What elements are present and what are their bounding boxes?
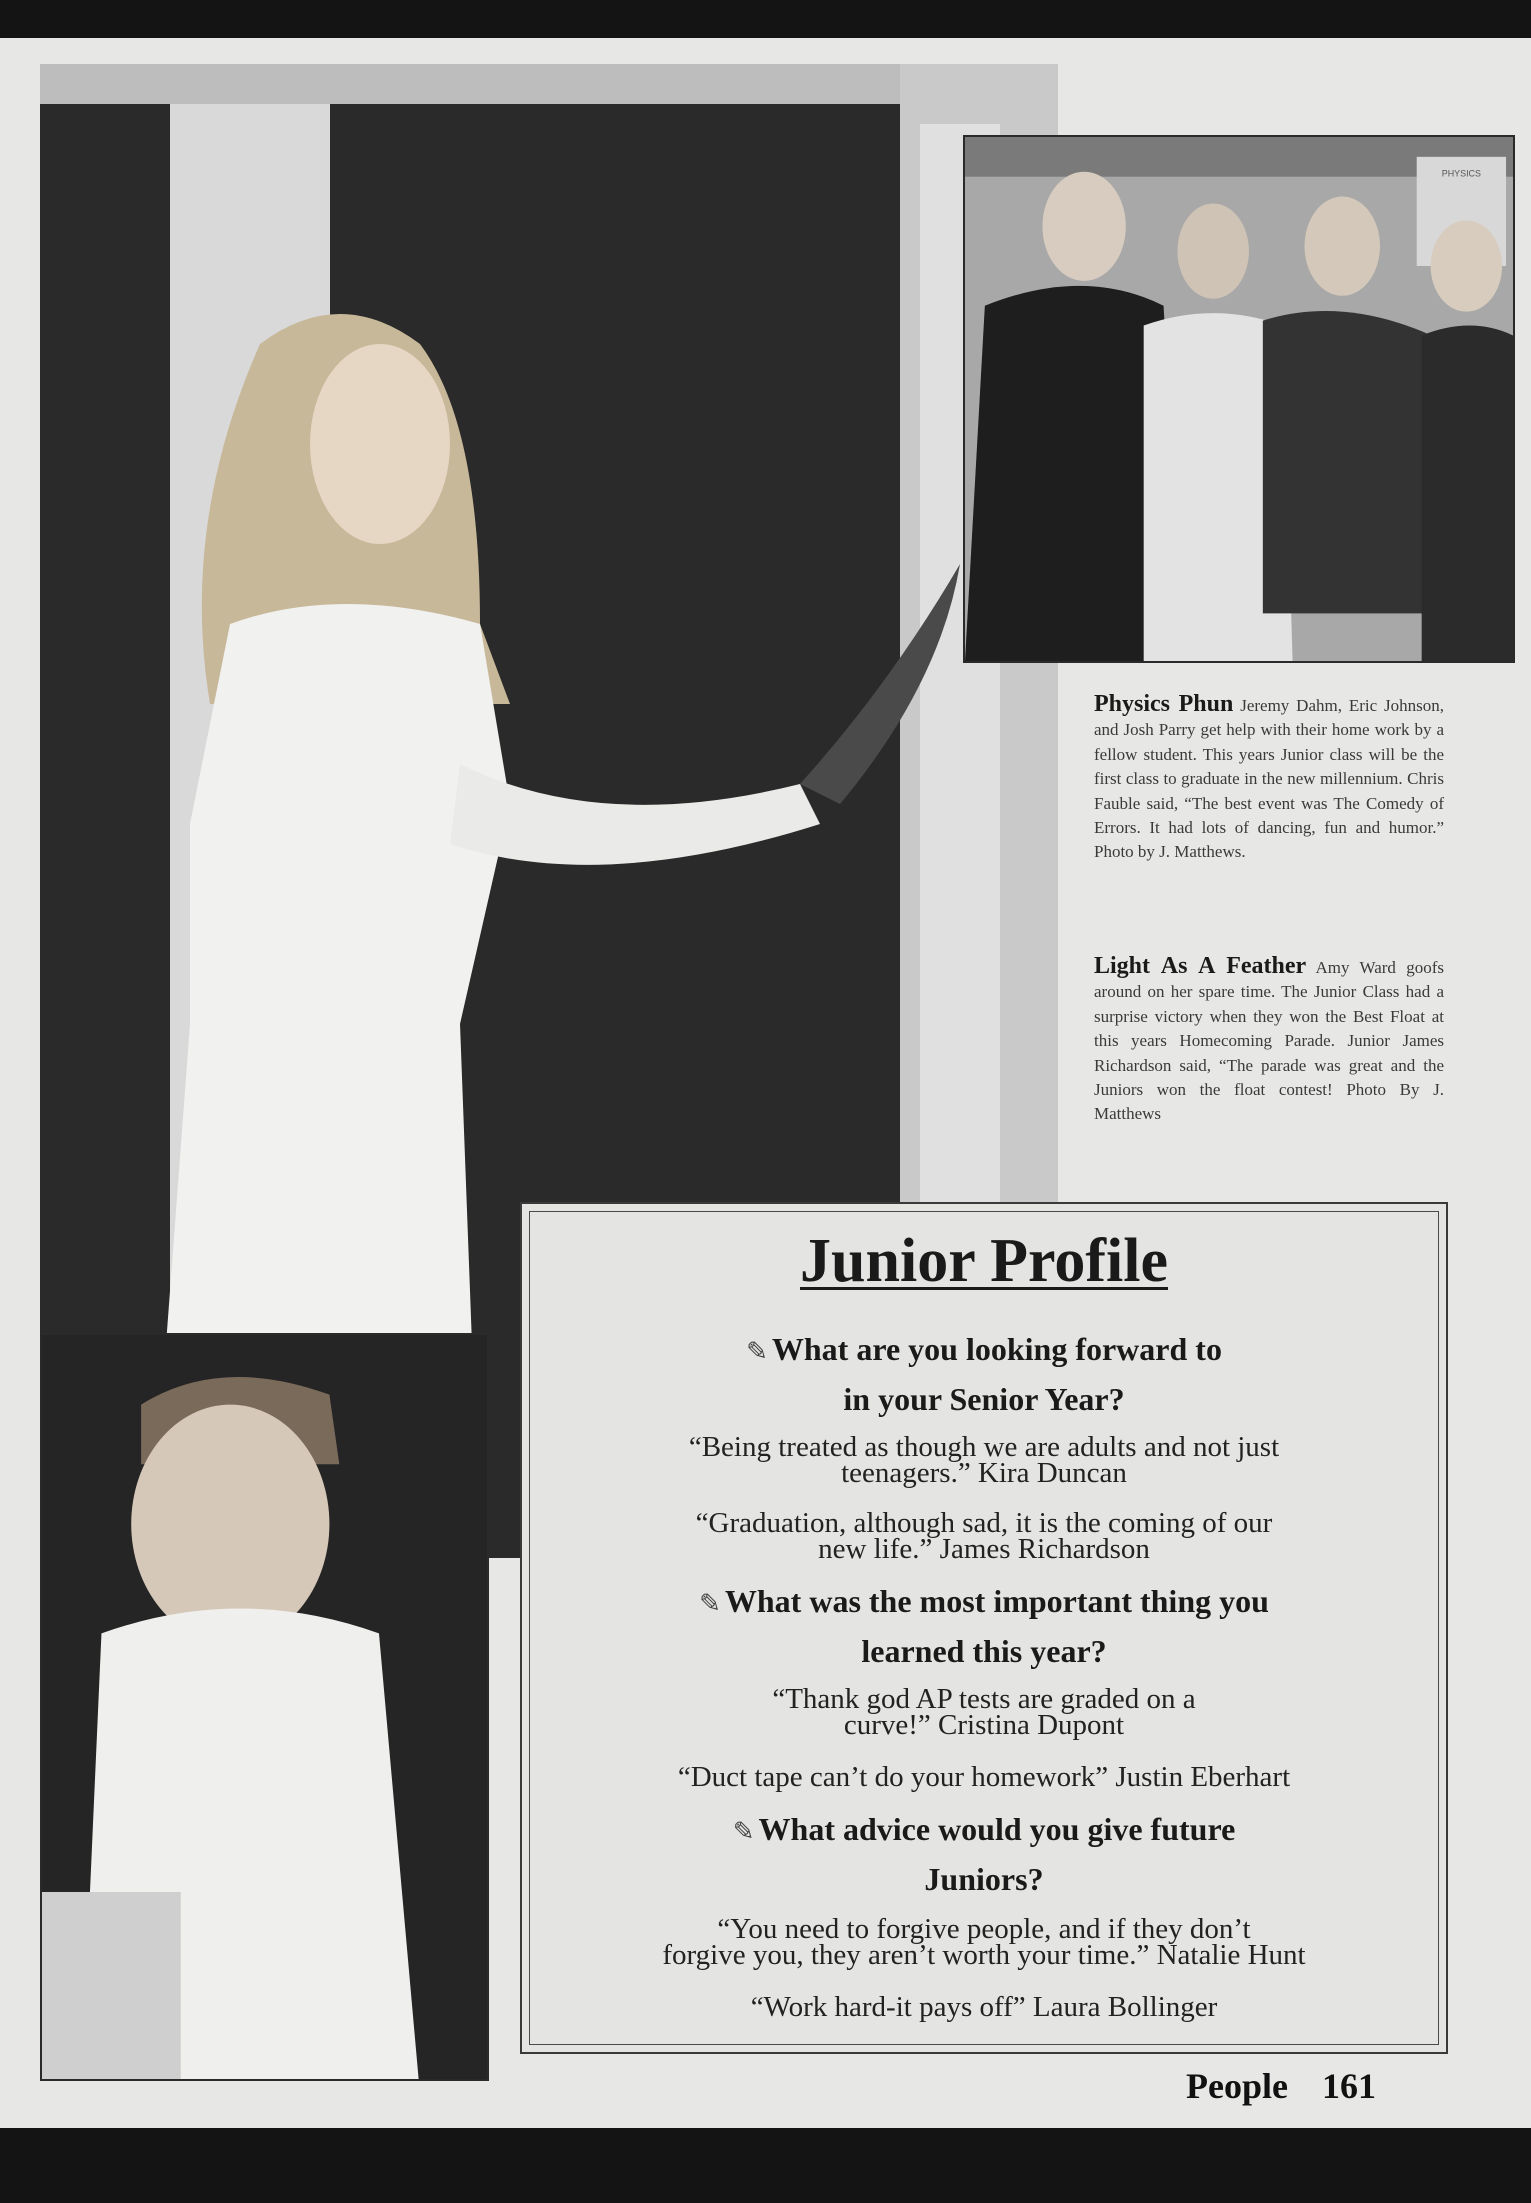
page-footer (1186, 2065, 1376, 2107)
caption-physics-title: Physics Phun (1094, 691, 1234, 717)
answer-3-1-line-1: “You need to forgive people, and if they don’t (717, 1913, 1251, 1945)
answer-2-1-line-1: “Thank god AP tests are graded on a (772, 1683, 1196, 1715)
question-2-line-2: learned this year? (861, 1633, 1107, 1669)
question-3-line-2: Juniors? (924, 1861, 1044, 1897)
photo-physics-phun (963, 135, 1515, 663)
caption-feather-body: Amy Ward goofs around on her spare time. The Junior Class had a surprise victory when they won the Best Float at this years Homecoming Parade. Junior James Richardson said, “The parade was great and the Juniors won the float contest! Photo By J. Matthews (1094, 958, 1444, 1124)
pencil-icon: ✎ (732, 1817, 755, 1847)
caption-feather-title: Light As A Feather (1094, 953, 1307, 979)
pencil-icon: ✎ (699, 1589, 721, 1619)
caption-light-as-a-feather (1094, 954, 1444, 1127)
answer-2-1-line-2: curve!” Cristina Dupont (843, 1709, 1125, 1741)
answer-3-2: “Work hard-it pays off” Laura Bollinger (750, 1991, 1218, 2023)
junior-profile-title: Junior Profile (800, 1227, 1168, 1295)
question-3-line-1: ✎ What advice would you give future (732, 1811, 1236, 1847)
answer-1-1-line-2: teenagers.” Kira Duncan (841, 1457, 1127, 1489)
footer-section-label: People (1186, 2066, 1288, 2106)
question-2-line-1: ✎ What was the most important thing you (699, 1583, 1269, 1619)
caption-physics-body: Jeremy Dahm, Eric Johnson, and Josh Parry get help with their home work by a fellow student. This years Junior class will be the first class to graduate in the new millennium. Chris Fauble said, “The best event was The Comedy of Errors. It had lots of dancing, fun and humor.” Photo by J. Matthews. (1094, 696, 1445, 862)
photo-laughing-boy-image (42, 1335, 487, 2079)
answer-1-2-line-2: new life.” James Richardson (818, 1533, 1150, 1565)
photo-laughing-boy (40, 1333, 489, 2081)
pencil-icon: ✎ (746, 1337, 768, 1367)
footer-page-number: 161 (1321, 2066, 1376, 2106)
caption-physics-phun (1094, 692, 1444, 865)
physics-sign-text: PHYSICS (1441, 168, 1481, 179)
question-1-line-2: in your Senior Year? (843, 1381, 1125, 1417)
answer-3-1-line-2: forgive you, they aren’t worth your time.” Natalie Hunt (662, 1939, 1306, 1971)
junior-profile-box (520, 1202, 1448, 2054)
question-1-line-1: ✎ What are you looking forward to (746, 1331, 1222, 1367)
answer-1-1-line-1: “Being treated as though we are adults and not just (688, 1431, 1280, 1463)
answer-1-2-line-1: “Graduation, although sad, it is the coming of our (695, 1507, 1273, 1539)
photo-physics-phun-image (965, 137, 1513, 661)
answer-2-2: “Duct tape can’t do your homework” Justin Eberhart (677, 1761, 1291, 1793)
